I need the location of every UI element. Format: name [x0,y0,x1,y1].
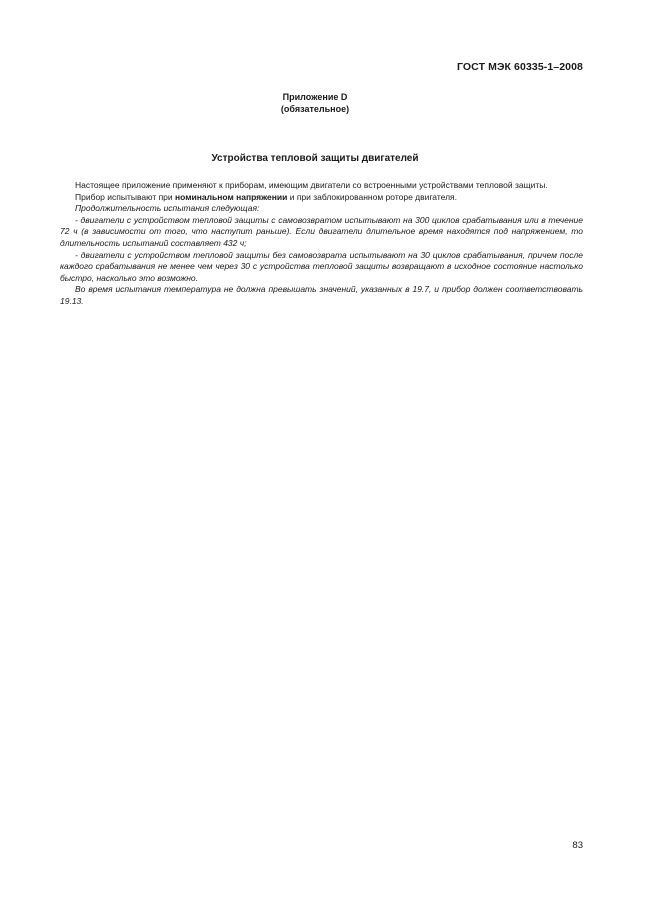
page-number: 83 [572,840,583,851]
text-run: Прибор испытывают при [75,191,176,202]
text-run: и при заблокированном роторе двигателя. [287,191,458,202]
standard-code: ГОСТ МЭК 60335-1–2008 [456,61,583,73]
annex-title: Устройства тепловой защиты двигателей [211,153,419,164]
annex-label: Приложение D [282,92,348,102]
annex-body [60,180,583,308]
paragraph-test-conditions [60,192,583,204]
annex-status: (обязательное) [280,104,350,114]
bold-term: номинальном напряжении [175,191,288,202]
paragraph-self-resetting: - двигатели с устройством тепловой защиты с самовозвратом испытывают на 300 циклов срабатывания или в течение 72 ч (в зависимости от того, что наступит раньше). Если двигатели длительное время находятся под напряжением, то длительность испытаний составляет 432 ч; [60,214,583,248]
paragraph-scope: Настоящее приложение применяют к приборам, имеющим двигатели со встроенными устройствами тепловой защиты. [75,180,548,190]
paragraph-duration-intro: Продолжительность испытания следующая: [75,203,260,214]
paragraph-temperature-limit: Во время испытания температура не должна превышать значений, указанных в 19.7, и прибор должен соответствовать 19.13. [60,284,583,306]
annex-heading [0,91,630,115]
paragraph-non-self-resetting: - двигатели с устройством тепловой защиты без самовозврата испытывают на 30 циклов срабатывания, причем после каждого срабатывания не менее чем через 30 с устройства тепловой защиты возвращают в исходное состояние настолько быстро, насколько это возможно. [60,249,583,283]
